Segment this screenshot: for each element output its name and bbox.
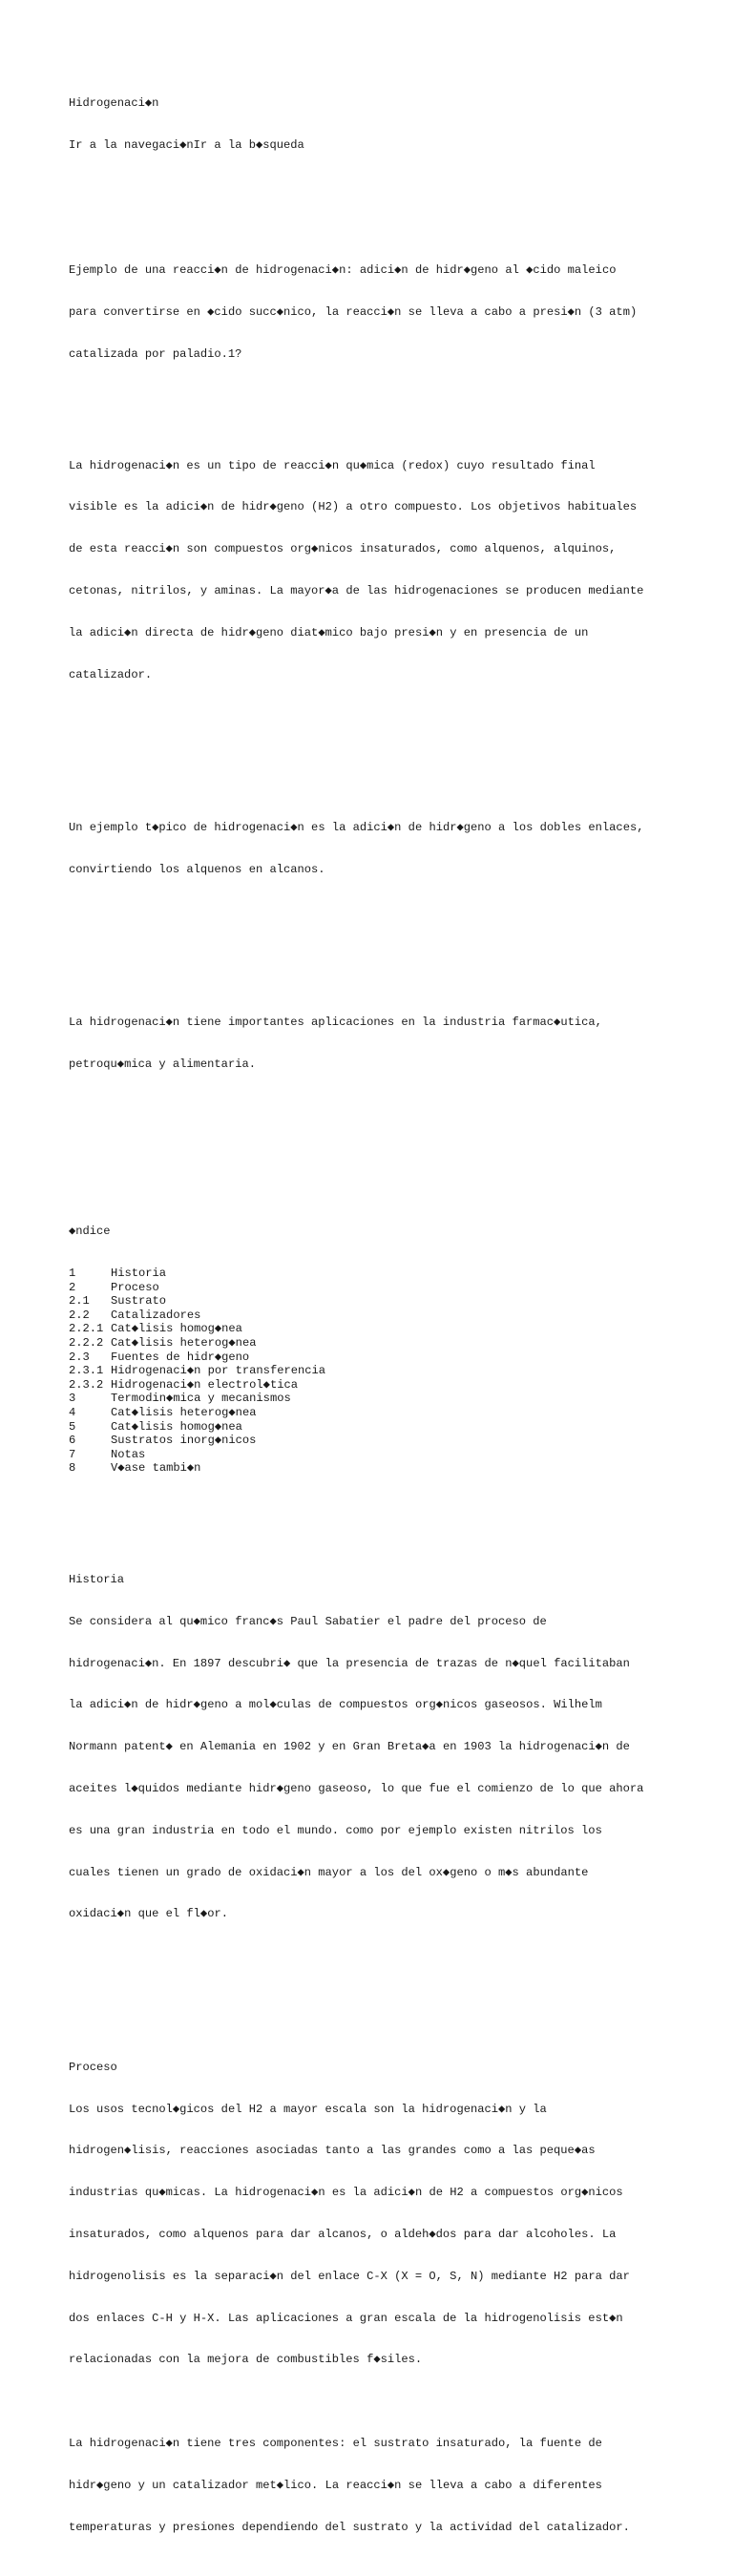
- toc-item[interactable]: [69, 1281, 680, 1295]
- text-line: convirtiendo los alquenos en alcanos.: [69, 862, 325, 876]
- text-line: aceites l◆quidos mediante hidr◆geno gaseoso, lo que fue el comienzo de lo que ahora: [69, 1782, 644, 1796]
- page-title: Hidrogenaci◆n: [69, 96, 159, 111]
- text-line: catalizador.: [69, 667, 153, 681]
- text-line: de esta reacci◆n son compuestos org◆nicos insaturados, como alquenos, alquinos,: [69, 542, 617, 556]
- toc-item[interactable]: [69, 1420, 680, 1435]
- toc-item[interactable]: [69, 1309, 680, 1323]
- caption-line: catalizada por paladio.1?: [69, 346, 242, 361]
- toc-item[interactable]: [69, 1336, 680, 1351]
- text-line: Se considera al qu◆mico franc◆s Paul Sabatier el padre del proceso de: [69, 1614, 547, 1628]
- toc-item-label: Cat◆lisis heterog◆nea: [111, 1336, 257, 1351]
- toc-item[interactable]: [69, 1351, 680, 1365]
- text-line: cetonas, nitrilos, y aminas. La mayor◆a de las hidrogenaciones se producen mediante: [69, 583, 644, 597]
- toc-item-label: Hidrogenaci◆n electrol◆tica: [111, 1377, 298, 1392]
- toc-item-number: 2.2.1: [69, 1322, 104, 1336]
- toc-item-label: Historia: [111, 1267, 167, 1281]
- toc-item[interactable]: [69, 1364, 680, 1378]
- text-line: Los usos tecnol◆gicos del H2 a mayor escala son la hidrogenaci◆n y la: [69, 2102, 547, 2116]
- text-line: relacionadas con la mejora de combustibles f◆siles.: [69, 2353, 423, 2367]
- image-caption: [69, 236, 680, 389]
- text-line: oxidaci◆n que el fl◆or.: [69, 1907, 228, 1921]
- text-line: la adici◆n de hidr◆geno a mol◆culas de compuestos org◆nicos gaseosos. Wilhelm: [69, 1698, 602, 1712]
- toc-item-label: Sustratos inorg◆nicos: [111, 1434, 257, 1448]
- toc-list: [69, 1267, 680, 1476]
- text-line: hidrogenolisis es la separaci◆n del enlace C-X (X = O, S, N) mediante H2 para dar: [69, 2269, 630, 2283]
- toc-item-label: Proceso: [111, 1280, 159, 1294]
- toc-item[interactable]: [69, 1378, 680, 1393]
- text-line: La hidrogenaci◆n tiene importantes aplicaciones en la industria farmac◆utica,: [69, 1016, 602, 1030]
- toc-item[interactable]: [69, 1448, 680, 1462]
- toc-item[interactable]: [69, 1406, 680, 1420]
- toc-item[interactable]: [69, 1392, 680, 1406]
- text-line: hidrogenaci◆n. En 1897 descubri◆ que la presencia de trazas de n◆quel facilitaban: [69, 1656, 630, 1670]
- toc-item-number: 6: [69, 1434, 76, 1448]
- toc-item-number: 2.2: [69, 1308, 90, 1322]
- toc-item-number: 2.3.1: [69, 1364, 104, 1378]
- toc-item-label: Catalizadores: [111, 1308, 201, 1322]
- text-line: hidr◆geno y un catalizador met◆lico. La reacci◆n se lleva a cabo a diferentes: [69, 2478, 602, 2492]
- toc-item-number: 4: [69, 1406, 76, 1419]
- caption-line: Ejemplo de una reacci◆n de hidrogenaci◆n: adici◆n de hidr◆geno al ◆cido maleico: [69, 263, 617, 278]
- text-line: industrias qu◆micas. La hidrogenaci◆n es la adici◆n de H2 a compuestos org◆nicos: [69, 2186, 623, 2200]
- navigation-links[interactable]: Ir a la navegaci◆nIr a la b◆squeda: [69, 137, 304, 152]
- caption-line: para convertirse en ◆cido succ◆nico, la reacci◆n se lleva a cabo a presi◆n (3 atm): [69, 305, 638, 320]
- text-line: visible es la adici◆n de hidr◆geno (H2) a otro compuesto. Los objetivos habituales: [69, 500, 638, 514]
- text-line: La hidrogenaci◆n es un tipo de reacci◆n qu◆mica (redox) cuyo resultado final: [69, 458, 596, 472]
- toc-item-label: Notas: [111, 1447, 146, 1461]
- toc-item-number: 2.2.2: [69, 1336, 104, 1351]
- toc-item-label: Fuentes de hidr◆geno: [111, 1350, 250, 1364]
- section-historia: [69, 1545, 680, 1949]
- text-line: temperaturas y presiones dependiendo del sustrato y la actividad del catalizador.: [69, 2520, 630, 2534]
- toc-item[interactable]: [69, 1461, 680, 1476]
- toc-item-number: 2.3.2: [69, 1377, 104, 1392]
- toc-item-number: 8: [69, 1461, 76, 1476]
- toc-item-number: 2: [69, 1280, 76, 1294]
- text-line: insaturados, como alquenos para dar alcanos, o aldeh◆dos para dar alcoholes. La: [69, 2228, 617, 2242]
- intro-paragraph-1: [69, 430, 680, 709]
- toc-item-number: 7: [69, 1447, 76, 1461]
- text-line: petroqu◆mica y alimentaria.: [69, 1058, 256, 1072]
- toc-item[interactable]: [69, 1267, 680, 1281]
- toc-item[interactable]: [69, 1322, 680, 1336]
- text-line: cuales tienen un grado de oxidaci◆n mayor a los del ox◆geno o m◆s abundante: [69, 1865, 589, 1879]
- text-line: La hidrogenaci◆n tiene tres componentes: el sustrato insaturado, la fuente de: [69, 2436, 602, 2450]
- toc-item-label: Cat◆lisis heterog◆nea: [111, 1406, 257, 1419]
- text-line: hidrogen◆lisis, reacciones asociadas tanto a las grandes como a las peque◆as: [69, 2144, 596, 2158]
- text-line: es una gran industria en todo el mundo. como por ejemplo existen nitrilos los: [69, 1823, 602, 1837]
- toc-item-label: Sustrato: [111, 1294, 167, 1309]
- toc-item-label: Termodin◆mica y mecanismos: [111, 1392, 291, 1406]
- section-heading: Proceso: [69, 2060, 117, 2074]
- text-line: Normann patent◆ en Alemania en 1902 y en Gran Breta◆a en 1903 la hidrogenaci◆n de: [69, 1740, 630, 1754]
- toc-item[interactable]: [69, 1434, 680, 1448]
- text-line: dos enlaces C-H y H-X. Las aplicaciones a gran escala de la hidrogenolisis est◆n: [69, 2311, 623, 2325]
- text-line: Un ejemplo t◆pico de hidrogenaci◆n es la adici◆n de hidr◆geno a los dobles enlaces,: [69, 821, 644, 835]
- toc-item-number: 2.1: [69, 1294, 90, 1309]
- toc-item-number: 1: [69, 1267, 76, 1281]
- document-page: [69, 69, 680, 2576]
- text-line: la adici◆n directa de hidr◆geno diat◆mico bajo presi◆n y en presencia de un: [69, 625, 589, 639]
- toc-item-label: V◆ase tambi◆n: [111, 1461, 201, 1476]
- toc-item-label: Cat◆lisis homog◆nea: [111, 1419, 242, 1434]
- toc-item-number: 5: [69, 1419, 76, 1434]
- toc-item-label: Cat◆lisis homog◆nea: [111, 1322, 242, 1336]
- toc-item-label: Hidrogenaci◆n por transferencia: [111, 1364, 326, 1378]
- toc-item-number: 2.3: [69, 1350, 90, 1364]
- section-heading: Historia: [69, 1573, 125, 1587]
- toc-item-number: 3: [69, 1392, 76, 1406]
- toc-item[interactable]: [69, 1294, 680, 1309]
- section-proceso: [69, 2033, 680, 2563]
- intro-paragraph-2: [69, 793, 680, 905]
- table-of-contents: [69, 1197, 680, 1503]
- intro-paragraph-3: [69, 988, 680, 1100]
- toc-heading: ◆ndice: [69, 1225, 111, 1239]
